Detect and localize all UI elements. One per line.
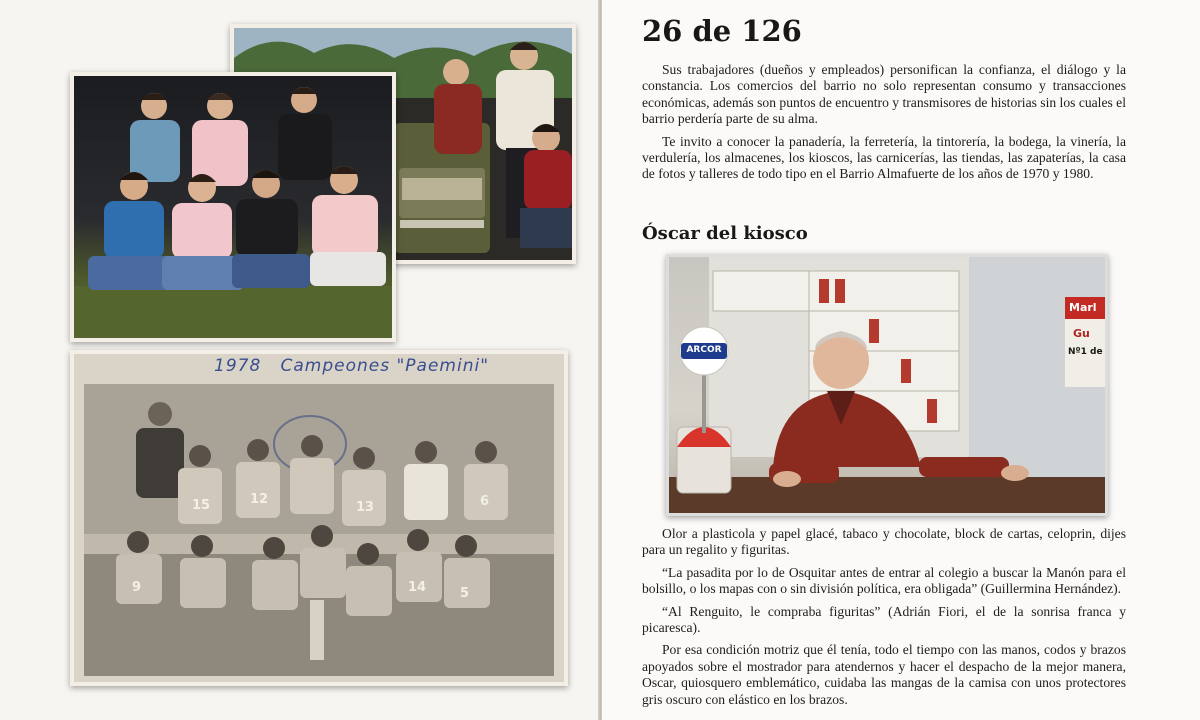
poster-text-mid: Gu	[1073, 327, 1090, 340]
intro-paragraph: Te invito a conocer la panadería, la ferretería, la tintorería, la bodega, la vinería, la verdulería, los almacenes, los kioscos, las carnicerías, las tiendas, las zapaterías, la casa de fotos y talleres de todo tipo en el Barrio Almafuerte de los años de 1970 y 1980.	[642, 133, 1126, 182]
jersey-number: 9	[132, 580, 142, 595]
page-number: 26 de 126	[642, 14, 802, 48]
photo-oscar-kiosk	[666, 254, 1108, 516]
photo-group-of-friends	[70, 72, 396, 342]
jersey-number: 6	[480, 494, 490, 509]
arcor-sign: ARCOR	[686, 345, 722, 355]
kiosk-illustration	[669, 257, 1105, 513]
right-page	[602, 0, 1200, 720]
poster-text-bottom: Nº1 de	[1068, 347, 1103, 357]
intro-text	[642, 62, 1126, 189]
body-paragraph: “Al Renguito, le compraba figuritas” (Adrián Fiori, el de la sonrisa franca y picaresca).	[642, 603, 1126, 636]
poster-text-top: Marl	[1069, 301, 1097, 314]
body-text	[642, 526, 1126, 714]
jersey-number: 12	[250, 492, 269, 507]
jersey-number: 5	[460, 586, 470, 601]
team-photo-caption: 1978 Campeones "Paemini"	[214, 356, 490, 376]
body-paragraph: “La pasadita por lo de Osquitar antes de entrar al colegio a buscar la Manón para el bolsillo, o los mapas con o sin división política, era obligada” (Guillermina Hernández).	[642, 564, 1126, 597]
team-illustration	[74, 354, 564, 682]
group-illustration	[74, 76, 392, 338]
photo-basketball-team-1978	[70, 350, 568, 686]
intro-paragraph: Sus trabajadores (dueños y empleados) personifican la confianza, el diálogo y la constancia. Los comercios del barrio no solo representan consumo y transacciones económicas, además son puntos de encuentro y transmisores de historias sin los cuales el barrio perdería parte de su alma.	[642, 62, 1126, 127]
body-paragraph: Olor a plasticola y papel glacé, tabaco y chocolate, block de cartas, celoprin, dijes para un regalito y figuritas.	[642, 526, 1126, 558]
body-paragraph: Por esa condición motriz que él tenía, todo el tiempo con las manos, codos y brazos apoyados sobre el mostrador para atendernos y hacer el despacho de la mejor manera, Oscar, quiosquero emblemático, cuidaba las mangas de la camisa con unos protectores gris oscuro con elástico en los brazos.	[642, 642, 1126, 707]
section-title: Óscar del kiosco	[642, 223, 808, 244]
jersey-number: 15	[192, 498, 211, 513]
jersey-number: 14	[408, 580, 427, 595]
jersey-number: 13	[356, 500, 375, 515]
